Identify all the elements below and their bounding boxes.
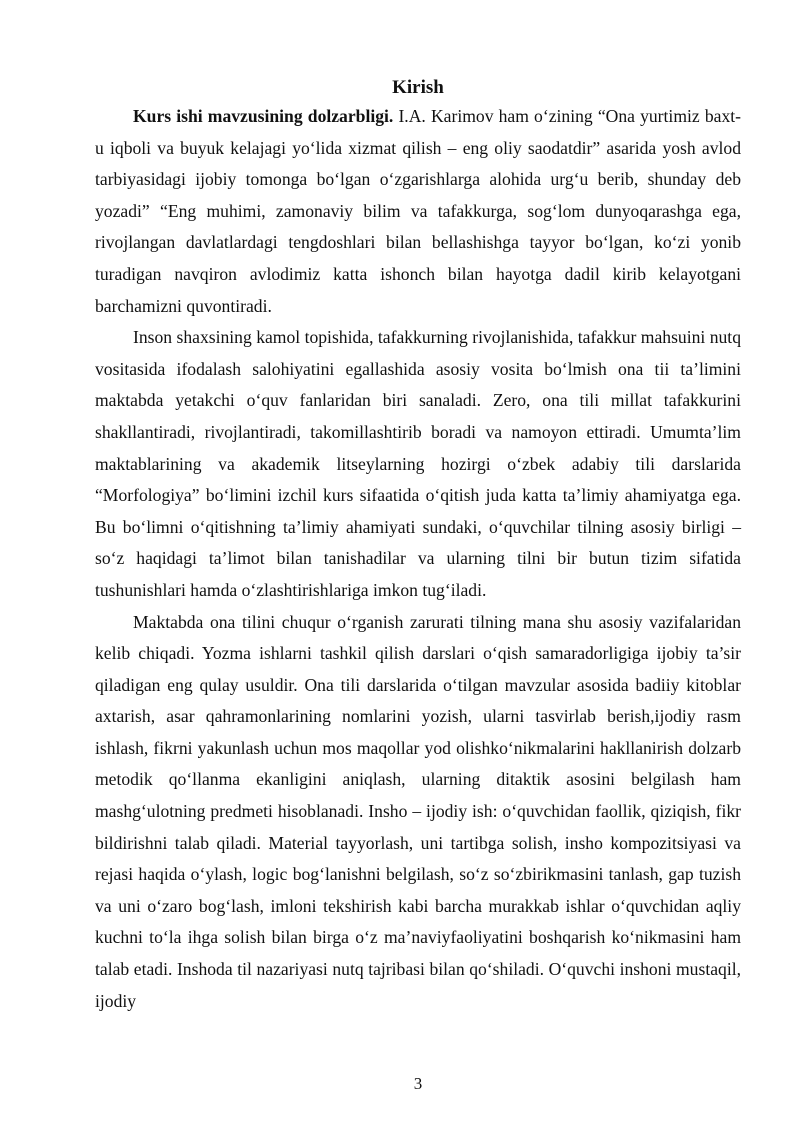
paragraph-text: I.A. Karimov ham o‘zining “Ona yurtimiz baxt-u iqboli va buyuk kelajagi yo‘lida xizmat qilish – eng oliy saodatdir” asarida yosh avlod tarbiyasidagi ijobiy tomonga bo‘lgan o‘zgarishlarga alohida urg‘u berib, shunday deb yozadi” “Eng muhimi, zamonaviy bilim va tafakkurga, sog‘lom dunyoqarashga ega, rivojlangan davlatlardagi tengdoshlari bilan bellashishga tayyor bo‘lgan, ko‘zi yonib turadigan navqiron avlodimiz katta ishonch bilan hayotga dadil kirib kelayotgani barchamizni quvontiradi.	[95, 106, 741, 316]
paragraph-lead: Kurs ishi mavzusining dolzarbligi.	[133, 106, 394, 126]
paragraph-relevance	[95, 101, 741, 322]
paragraph-language-education: Inson shaxsining kamol topishida, tafakkurning rivojlanishida, tafakkur mahsuini nutq vositasida ifodalash salohiyatini egallashida asosiy vosita bo‘lmish ona tii ta’limini maktabda yetakchi o‘quv fanlaridan biri sanaladi. Zero, ona tili millat tafakkurini shakllantiradi, rivojlantiradi, takomillashtirib boradi va namoyon ettiradi. Umumta’lim maktablarining va akademik litseylarning hozirgi o‘zbek adabiy tili darslarida “Morfologiya” bo‘limini izchil kurs sifaatida o‘qitish juda katta ta’limiy ahamiyatga ega. Bu bo‘limni o‘qitishning ta’limiy ahamiyati sundaki, o‘quvchilar tilning asosiy birligi – so‘z haqidagi ta’limot bilan tanishadilar va ularning tilni bir butun tizim sifatida tushunishlari hamda o‘zlashtirishlariga imkon tug‘iladi.	[95, 327, 741, 600]
paragraph-essay-writing: Maktabda ona tilini chuqur o‘rganish zarurati tilning mana shu asosiy vazifalaridan kelib chiqadi. Yozma ishlarni tashkil qilish darslari o‘qish samaradorligiga ijobiy ta’sir qiladigan eng qulay usuldir. Ona tili darslarida o‘tilgan mavzular asosida badiiy kitoblar axtarish, asar qahramonlarining nomlarini yozish, ularni tasvirlab berish,ijodiy rasm ishlash, fikrni yakunlash uchun mos maqollar yod olishko‘nikmalarini hakllanirish dolzarb metodik qo‘llanma ekanligini aniqlash, ularning ditaktik asosini belgilash ham mashg‘ulotning predmeti hisoblanadi. Insho – ijodiy ish: o‘quvchidan faollik, qiziqish, fikr bildirishni talab qiladi. Material tayyorlash, uni tartibga solish, insho kompozitsiyasi va rejasi haqida o‘ylash, logic bog‘lanishni belgilash, so‘z so‘zbirikmasini tanlash, gap tuzish va uni o‘zaro bog‘lash, imloni tekshirish kabi barcha murakkab ishlar o‘quvchidan aqliy kuchni to‘la ihga solish bilan birga o‘z ma’naviyfaoliyatini boshqarish ko‘nikmasini ham talab etadi. Inshoda til nazariyasi nutq tajribasi bilan qo‘shiladi. O‘quvchi inshoni mustaqil, ijodiy	[95, 611, 741, 1011]
body-text	[95, 101, 741, 1017]
page-number: 3	[413, 1074, 423, 1093]
section-heading: Kirish	[392, 77, 444, 98]
